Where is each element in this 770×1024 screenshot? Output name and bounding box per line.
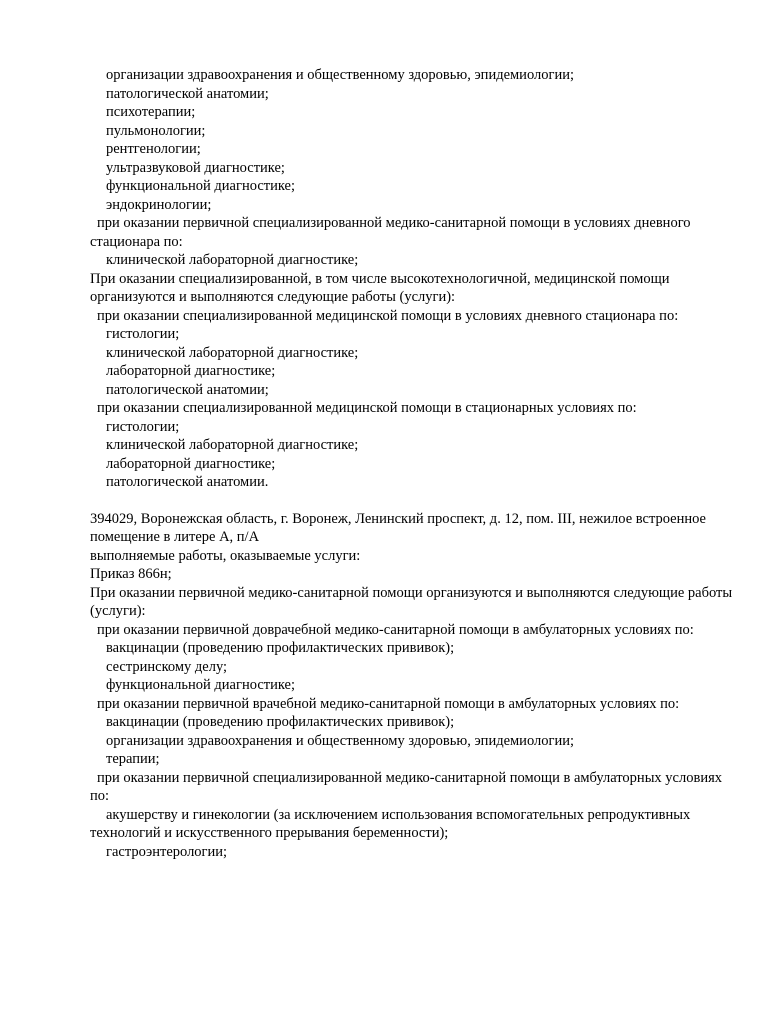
list-item: клинической лабораторной диагностике; <box>106 252 359 268</box>
list-item: патологической анатомии; <box>106 85 269 102</box>
subsection-heading: при оказании первичной врачебной медико-санитарной помощи в амбулаторных условиях по: <box>97 695 680 712</box>
list-item: акушерству и гинекологии (за исключением использования вспомогательных репродуктивных технологий и искусственного прерывания беременности); <box>90 806 691 841</box>
list-item: ультразвуковой диагностике; <box>106 159 285 176</box>
section-heading: При оказании первичной медико-санитарной помощи организуются и выполняются следующие работы (услуги): <box>90 584 733 619</box>
list-item: лабораторной диагностике; <box>106 455 276 472</box>
list-item: эндокринологии; <box>106 196 212 213</box>
list-item: патологической анатомии; <box>106 381 269 398</box>
list-item: гистологии; <box>106 418 180 435</box>
list-item: пульмонологии; <box>106 122 206 139</box>
paragraph-gap <box>90 492 735 510</box>
list-item: рентгенологии; <box>106 141 201 157</box>
list-item: организации здравоохранения и общественному здоровью, эпидемиологии; <box>106 732 574 749</box>
list-item: гастроэнтерологии; <box>106 843 228 860</box>
subsection-heading: при оказании первичной специализированной медико-санитарной помощи в амбулаторных условиях по: <box>90 769 723 804</box>
list-item: гистологии; <box>106 326 180 342</box>
list-item: терапии; <box>106 751 160 767</box>
list-item: вакцинации (проведению профилактических прививок); <box>106 640 455 656</box>
subsection-heading: при оказании первичной доврачебной медико-санитарной помощи в амбулаторных условиях по: <box>97 621 694 638</box>
list-item: клинической лабораторной диагностике; <box>106 437 359 453</box>
list-item: организации здравоохранения и общественному здоровью, эпидемиологии; <box>106 67 574 83</box>
list-item: вакцинации (проведению профилактических прививок); <box>106 714 455 730</box>
document-page <box>90 66 735 861</box>
subsection-heading: при оказании первичной специализированной медико-санитарной помощи в условиях дневного стационара по: <box>90 215 691 250</box>
list-item: клинической лабораторной диагностике; <box>106 344 359 361</box>
list-item: психотерапии; <box>106 104 196 120</box>
list-item: сестринскому делу; <box>106 658 228 675</box>
subsection-heading: при оказании специализированной медицинской помощи в условиях дневного стационара по: <box>97 307 679 324</box>
address: 394029, Воронежская область, г. Воронеж, Ленинский проспект, д. 12, пом. III, нежилое встроенное помещение в литере А, п/А <box>90 510 706 545</box>
section-label: выполняемые работы, оказываемые услуги: <box>90 547 361 564</box>
list-item: лабораторной диагностике; <box>106 363 276 379</box>
order-reference: Приказ 866н; <box>90 566 172 582</box>
list-item: функциональной диагностике; <box>106 677 295 693</box>
section-heading: При оказании специализированной, в том числе высокотехнологичной, медицинской помощи организуются и выполняются следующие работы (услуги): <box>90 270 670 305</box>
subsection-heading: при оказании специализированной медицинской помощи в стационарных условиях по: <box>97 400 637 416</box>
list-item: патологической анатомии. <box>106 474 269 490</box>
list-item: функциональной диагностике; <box>106 178 295 194</box>
